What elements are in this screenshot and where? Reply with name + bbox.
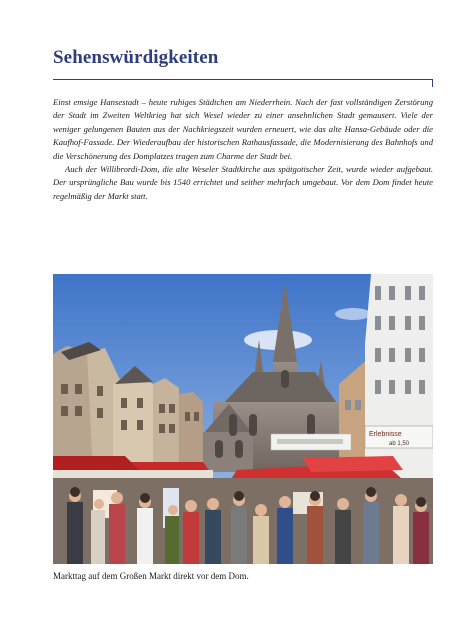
paragraph-1: Einst emsige Hansestadt – heute ruhiges Städtchen am Niederrhein. Nach der fast vollständigen Zerstörung der Stadt im Zweiten Weltkrieg hat sich Wesel wieder zu einer ansehnlichen Stadt gemausert. Viele der weniger gelungenen Bauten aus der Nachkriegszeit wurden erneuert, wie das alte Hansa-Gebäude oder die Kaufhof-Fassade. Der Wiederaufbau der historischen Rathausfassade, die Modernisierung des Bahnhofs und die Verschönerung des Domplatzes tragen zum Charme der Stadt bei. — [53, 97, 433, 161]
paragraph-2: Auch der Willibrordi-Dom, die alte Weseler Stadtkirche aus spätgotischer Zeit, wurde wieder aufgebaut. Der ursprüngliche Bau wurde bis 1540 errichtet und seither mehrfach umgebaut. Vor dem Dom findet heute regelmäßig der Markt statt. — [53, 164, 433, 201]
title-underline-tick — [432, 79, 433, 87]
title-underline — [53, 79, 433, 80]
market-photo — [53, 274, 433, 564]
photo-caption: Markttag auf dem Großen Markt direkt vor dem Dom. — [53, 571, 249, 581]
price-sign: ab 1,50 — [389, 441, 410, 447]
page-title: Sehenswürdigkeiten — [53, 47, 219, 68]
shop-sign: Erlebnisse — [369, 431, 402, 438]
body-text — [53, 96, 433, 203]
